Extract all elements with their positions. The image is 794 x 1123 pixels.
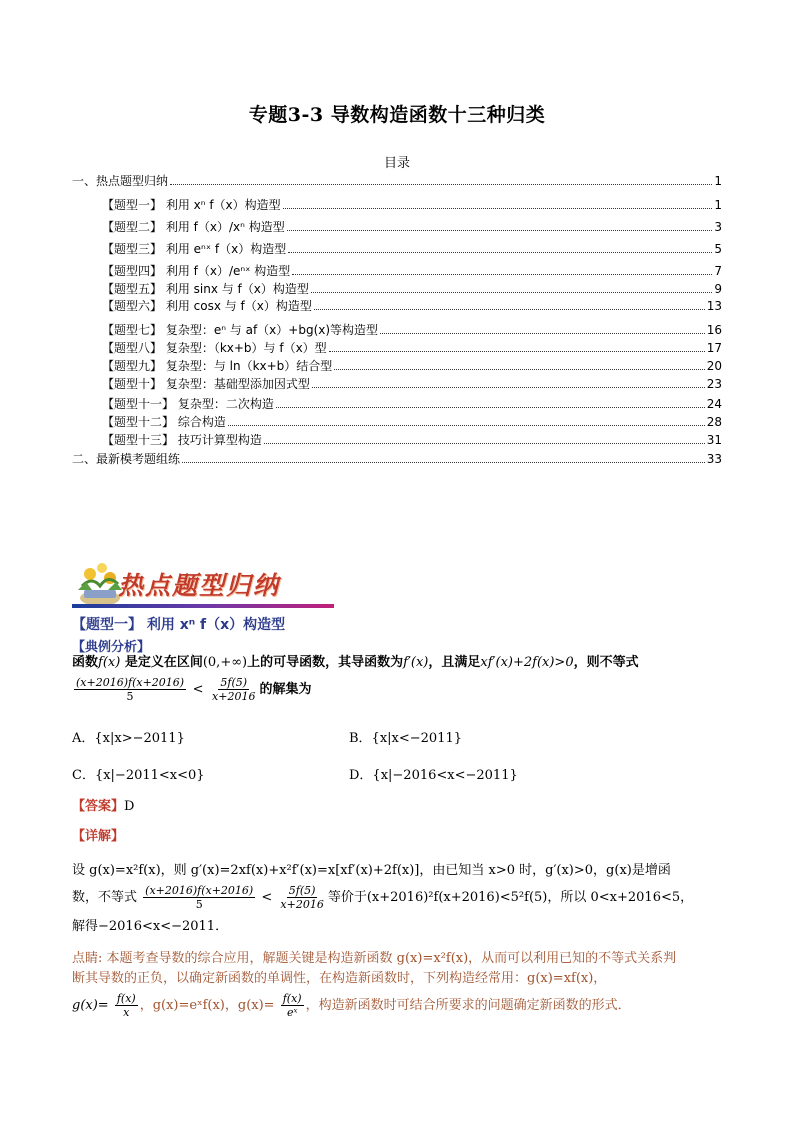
toc-leader-dots: [314, 309, 705, 310]
toc-item[interactable]: [102, 415, 722, 429]
toc-item-page: 33: [706, 452, 722, 466]
toc-item-label: 【题型四】 利用 f（x）/eⁿˣ 构造型: [102, 264, 291, 278]
toc-leader-dots: [329, 351, 705, 352]
toc-item[interactable]: [72, 174, 722, 188]
toc-item[interactable]: [102, 299, 722, 313]
toc-leader-dots: [276, 407, 705, 408]
toc-item-page: 9: [714, 282, 722, 296]
toc-item[interactable]: [102, 377, 722, 391]
toc-item-label: 一、热点题型归纳: [72, 174, 169, 188]
toc-item-page: 17: [706, 341, 722, 355]
toc-item-page: 7: [714, 264, 722, 278]
toc-item-label: 二、最新模考题组练: [72, 452, 181, 466]
section-title: 【题型一】 利用 xⁿ f（x）构造型: [72, 617, 286, 633]
option-d[interactable]: D．{x|−2016<x<−2011}: [349, 768, 518, 783]
toc-item[interactable]: [102, 341, 722, 355]
comment-line-1: 点睛: 本题考查导数的综合应用，解题关键是构造新函数 g(x)=x²f(x)，从而可以利用已知的不等式关系判: [72, 951, 677, 966]
toc-item-page: 13: [706, 299, 722, 313]
option-c[interactable]: C．{x|−2011<x<0}: [72, 768, 205, 783]
toc-item[interactable]: [102, 282, 722, 296]
toc-item-page: 3: [714, 220, 722, 234]
toc-item-label: 【题型一】 利用 xⁿ f（x）构造型: [102, 198, 281, 212]
comment-line-2: 断其导数的正负，以确定新函数的单调性，在构造新函数时，下列构造经常用：g(x)=xf(x)，: [72, 971, 607, 986]
toc-item-label: 【题型八】 复杂型：（kx+b）与 f（x）型: [102, 341, 327, 355]
section-subtitle: 【典例分析】: [72, 640, 151, 655]
option-b[interactable]: B．{x|x<−2011}: [349, 731, 463, 746]
toc-item-label: 【题型十】 复杂型：基础型添加因式型: [102, 377, 310, 391]
toc-leader-dots: [264, 443, 705, 444]
toc-heading: 目录: [383, 156, 410, 171]
toc-item-page: 1: [714, 174, 722, 188]
toc-item-label: 【题型三】 利用 eⁿˣ f（x）构造型: [102, 242, 287, 256]
solution-line-1: 设 g(x)=x²f(x)，则 g′(x)=2xf(x)+x²f′(x)=x[xf′(x)+2f(x)]，由已知当 x>0 时，g′(x)>0，g(x)是增函: [72, 863, 671, 878]
toc-item-page: 28: [706, 415, 722, 429]
toc-item-page: 5: [714, 242, 722, 256]
toc-leader-dots: [182, 462, 705, 463]
toc-item[interactable]: [102, 359, 722, 373]
toc-item[interactable]: [102, 198, 722, 212]
toc-item-label: 【题型十二】 综合构造: [102, 415, 226, 429]
toc-item-label: 【题型六】 利用 cosx 与 f（x）构造型: [102, 299, 312, 313]
toc-item-label: 【题型二】 利用 f（x）/xⁿ 构造型: [102, 220, 285, 234]
toc-item-label: 【题型十一】 复杂型：二次构造: [102, 397, 274, 411]
toc-leader-dots: [228, 425, 705, 426]
problem-line-1: 函数f(x) 是定义在区间(0,+∞)上的可导函数，其导函数为f′(x)，且满足xf′(x)+2f(x)>0，则不等式: [72, 655, 639, 670]
problem-line-2: $\frac{(x+2016)f(x+2016)}{5}$ < $\frac{5f(5)}{x+2016}$ 的解集为: [76, 676, 312, 703]
toc-item-page: 1: [714, 198, 722, 212]
toc-item-page: 16: [706, 323, 722, 337]
answer-line: 【答案】D: [72, 799, 135, 814]
toc-item-label: 【题型七】 复杂型：eⁿ 与 af（x）+bg(x)等构造型: [102, 323, 379, 337]
toc-leader-dots: [288, 252, 712, 253]
toc-item[interactable]: [102, 242, 722, 256]
toc-item-page: 31: [706, 433, 722, 447]
toc-item-label: 【题型五】 利用 sinx 与 f（x）构造型: [102, 282, 309, 296]
toc-item-page: 23: [706, 377, 722, 391]
solution-line-3: 解得−2016<x<−2011．: [72, 919, 229, 934]
detail-label: 【详解】: [72, 829, 125, 844]
solution-line-2: 数，不等式 $\frac{(x+2016)f(x+2016)}{5}$ < $\frac{5f(5)}{x+2016}$ 等价于(x+2016)²f(x+2016)<5²f(5)，所以 0<x+2016<5，: [72, 884, 694, 911]
toc-leader-dots: [334, 369, 704, 370]
comment-line-3: g(x)= $\frac{f(x)}{x}$ ，g(x)=eˣf(x)，g(x)= $\frac{f(x)}{\text{eˣ}}$ ，构造新函数时可结合所要求的问题确定新函数的形式．: [72, 992, 631, 1019]
toc-leader-dots: [380, 333, 705, 334]
toc-item[interactable]: [102, 220, 722, 234]
toc-leader-dots: [292, 274, 712, 275]
toc-leader-dots: [170, 184, 712, 185]
toc-item[interactable]: [102, 323, 722, 337]
toc-leader-dots: [311, 292, 712, 293]
toc-item-label: 【题型十三】 技巧计算型构造: [102, 433, 262, 447]
toc-item-page: 20: [706, 359, 722, 373]
toc-leader-dots: [312, 387, 705, 388]
option-a[interactable]: A．{x|x>−2011}: [72, 731, 185, 746]
toc-item[interactable]: [102, 397, 722, 411]
toc-item[interactable]: [102, 264, 722, 278]
toc-leader-dots: [287, 230, 713, 231]
toc-item[interactable]: [72, 452, 722, 466]
page-title: 专题3-3 导数构造函数十三种归类: [248, 104, 546, 126]
toc-item[interactable]: [102, 433, 722, 447]
toc-item-page: 24: [706, 397, 722, 411]
toc-leader-dots: [283, 208, 713, 209]
banner-underline: [72, 604, 334, 608]
toc-item-label: 【题型九】 复杂型：与 ln（kx+b）结合型: [102, 359, 333, 373]
banner-title: 热点题型归纳: [118, 571, 281, 600]
